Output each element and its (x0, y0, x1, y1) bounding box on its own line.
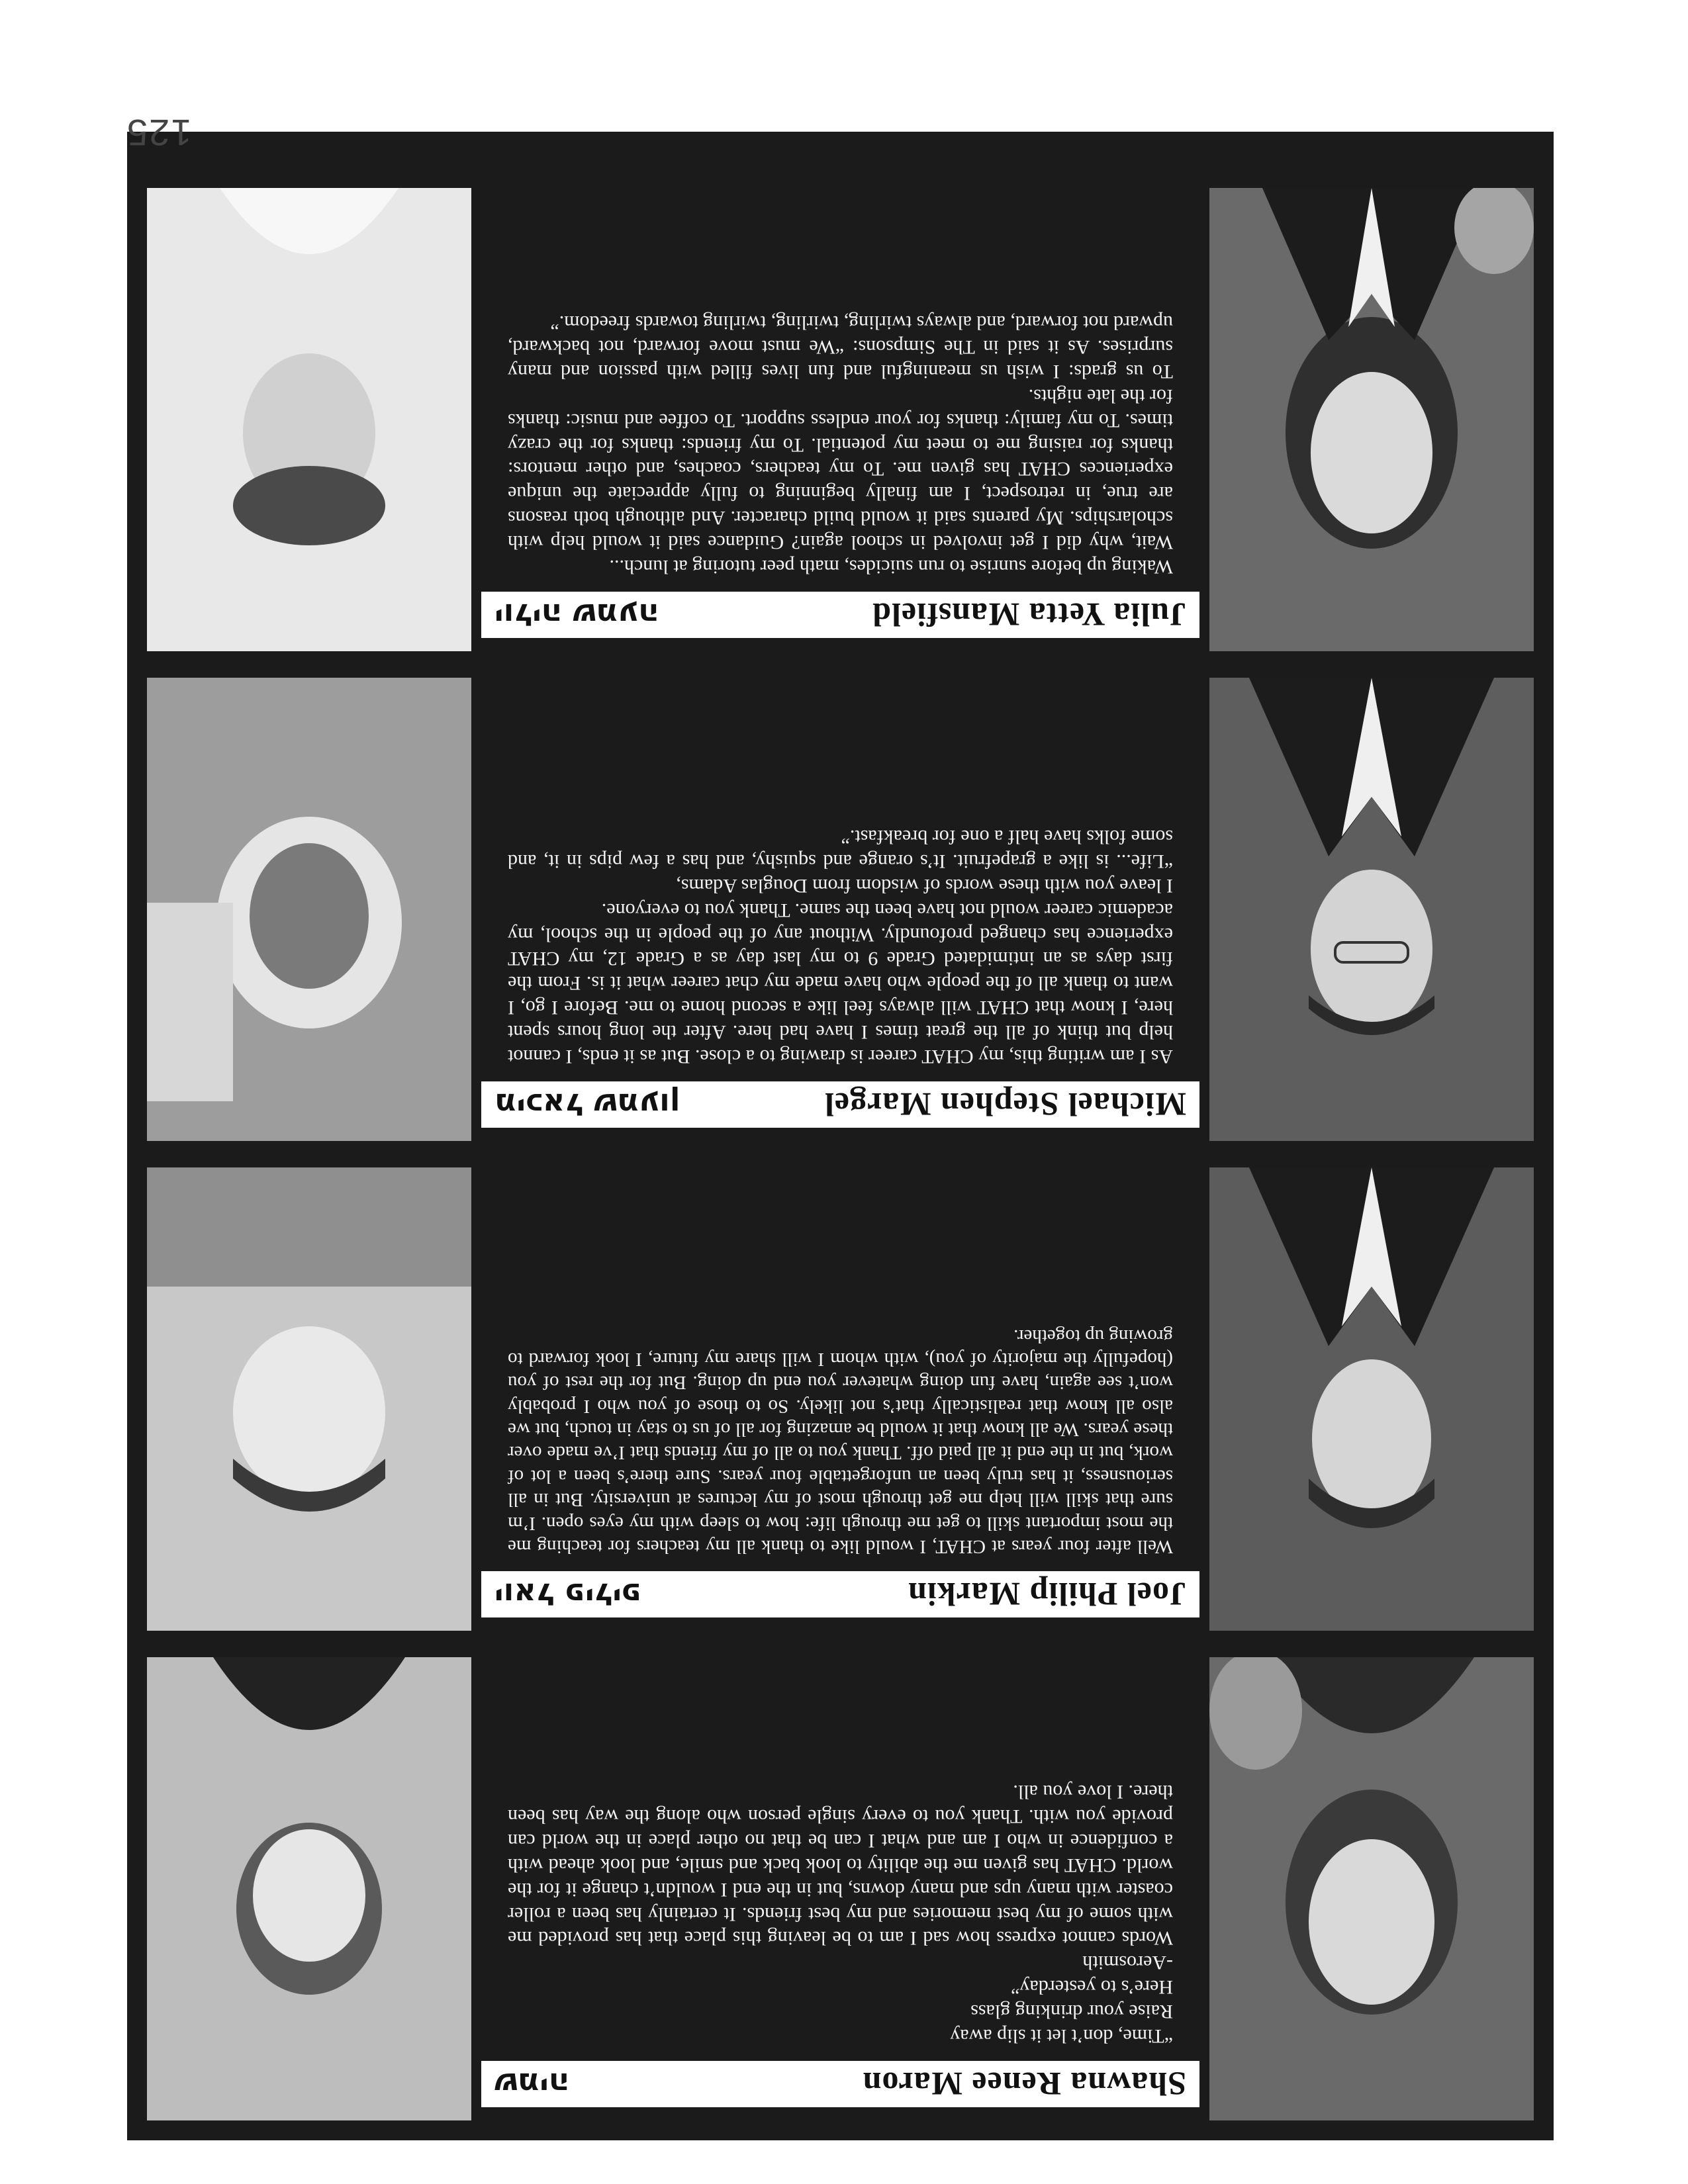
childhood-photo (147, 1657, 471, 2120)
student-name: Shawna Renee Maron (862, 2066, 1186, 2103)
bio-text: As I am writing this, my CHAT career is drawing to a close. But as it ends, I cannot help but think of all the great times I have had here. After the long hours spent here, I know that CHAT will always feel like a second home to me. Before I go, I want to thank all of the people who have made my chat career what it is. From the first days as an intimidated Grade 9 to my last day as a Grade 12, my CHAT experience has changed profoundly. Without any of the people in the school, my academic career would not have been the same. Thank you to everyone. I leave you with these words of wisdom from Douglas Adams, “Life... is like a grapefruit. It’s orange and squishy, and has a few pips in it, and some folks have half a one for breakfast.” (508, 825, 1173, 1068)
portrait-image (1209, 188, 1534, 651)
student-row (147, 1657, 1534, 2120)
student-row (147, 188, 1534, 651)
page-number: 125 (126, 112, 192, 154)
childhood-image (147, 188, 471, 651)
name-header (481, 592, 1199, 638)
senior-portrait (1209, 1167, 1534, 1631)
portrait-image (1209, 678, 1534, 1141)
hebrew-name: שמיה (494, 2066, 570, 2102)
childhood-image (147, 678, 471, 1141)
student-name: Michael Stephen Margel (824, 1086, 1186, 1123)
name-header (481, 1571, 1199, 1617)
student-row (147, 1167, 1534, 1631)
student-bio (481, 1657, 1199, 2120)
bio-text: Waking up before sunrise to run suicides, math peer tutoring at lunch... Wait, why did I get involved in school again? Guidance said it would help with scholarships. My parents said it would build character. And although both reasons are true, in retrospect, I am finally beginning to fully appreciate the unique experiences CHAT has given me. To my teachers, coaches, and other mentors: thanks for raising me to meet my potential. To my friends: thanks for the crazy times. To my family: thanks for your endless support. To coffee and music: thanks for the late nights. To us grads: I wish us meaningful and fun lives filled with passion and many surprises. As it said in The Simpsons: “We must move forward, not backward, upward not forward, and always twirling, twirling, twirling towards freedom.” (508, 312, 1173, 578)
bio-text: “Time, don’t let it slip away Raise your drinking glass Here’s to yesterday” -Aerosmith Words cannot express how sad I am to be leaving this place that has provided me with some of my best memories and my best friends. It certainly has been a roller coaster with many ups and many downs, but in the end I wouldn’t change it for the world. CHAT has given me the ability to look back and smile, and look ahead with a confidence in who I am and what I can be that no other place in the world can provide you with. Thank you to every single person who along the way has been there. I love you all. (508, 1781, 1173, 2047)
bio-text: Well after four years at CHAT, I would like to thank all my teachers for teaching me the most important skill to get me through life: how to sleep with my eyes open. I’m sure that skill will help me get through most of my lectures at university. But in all seriousness, it has truly been an unforgettable four years. Sure there’s been a lot of work, but in the end it all paid off. Thank you to all of my friends that I’ve made over these years. We all know that it would be amazing for all of us to stay in touch, but we also all know that realistically that’s not likely. So to those of you who I probably won’t see again, have fun doing whatever you end up doing. But for the rest of you (hopefully the majority of you), with whom I will share my future, I look forward to growing up together. (508, 1325, 1173, 1557)
portrait-image (1209, 1657, 1534, 2120)
grad-panel (127, 132, 1554, 2140)
hebrew-name: יואל פיליפ (494, 1576, 642, 1612)
hebrew-name: יוליה שמעה (494, 597, 659, 633)
name-header (481, 1081, 1199, 1128)
student-bio (481, 1167, 1199, 1631)
childhood-image (147, 1657, 471, 2120)
senior-portrait (1209, 188, 1534, 651)
childhood-photo (147, 678, 471, 1141)
name-header (481, 2061, 1199, 2107)
hebrew-name: מיכאל שמעון (494, 1087, 680, 1122)
senior-portrait (1209, 678, 1534, 1141)
childhood-photo (147, 1167, 471, 1631)
portrait-image (1209, 1167, 1534, 1631)
senior-portrait (1209, 1657, 1534, 2120)
childhood-photo (147, 188, 471, 651)
student-name: Joel Philip Markin (908, 1576, 1186, 1613)
student-bio (481, 678, 1199, 1141)
student-name: Julia Yetta Mansfield (872, 596, 1186, 633)
student-row (147, 678, 1534, 1141)
student-bio (481, 188, 1199, 651)
childhood-image (147, 1167, 471, 1631)
